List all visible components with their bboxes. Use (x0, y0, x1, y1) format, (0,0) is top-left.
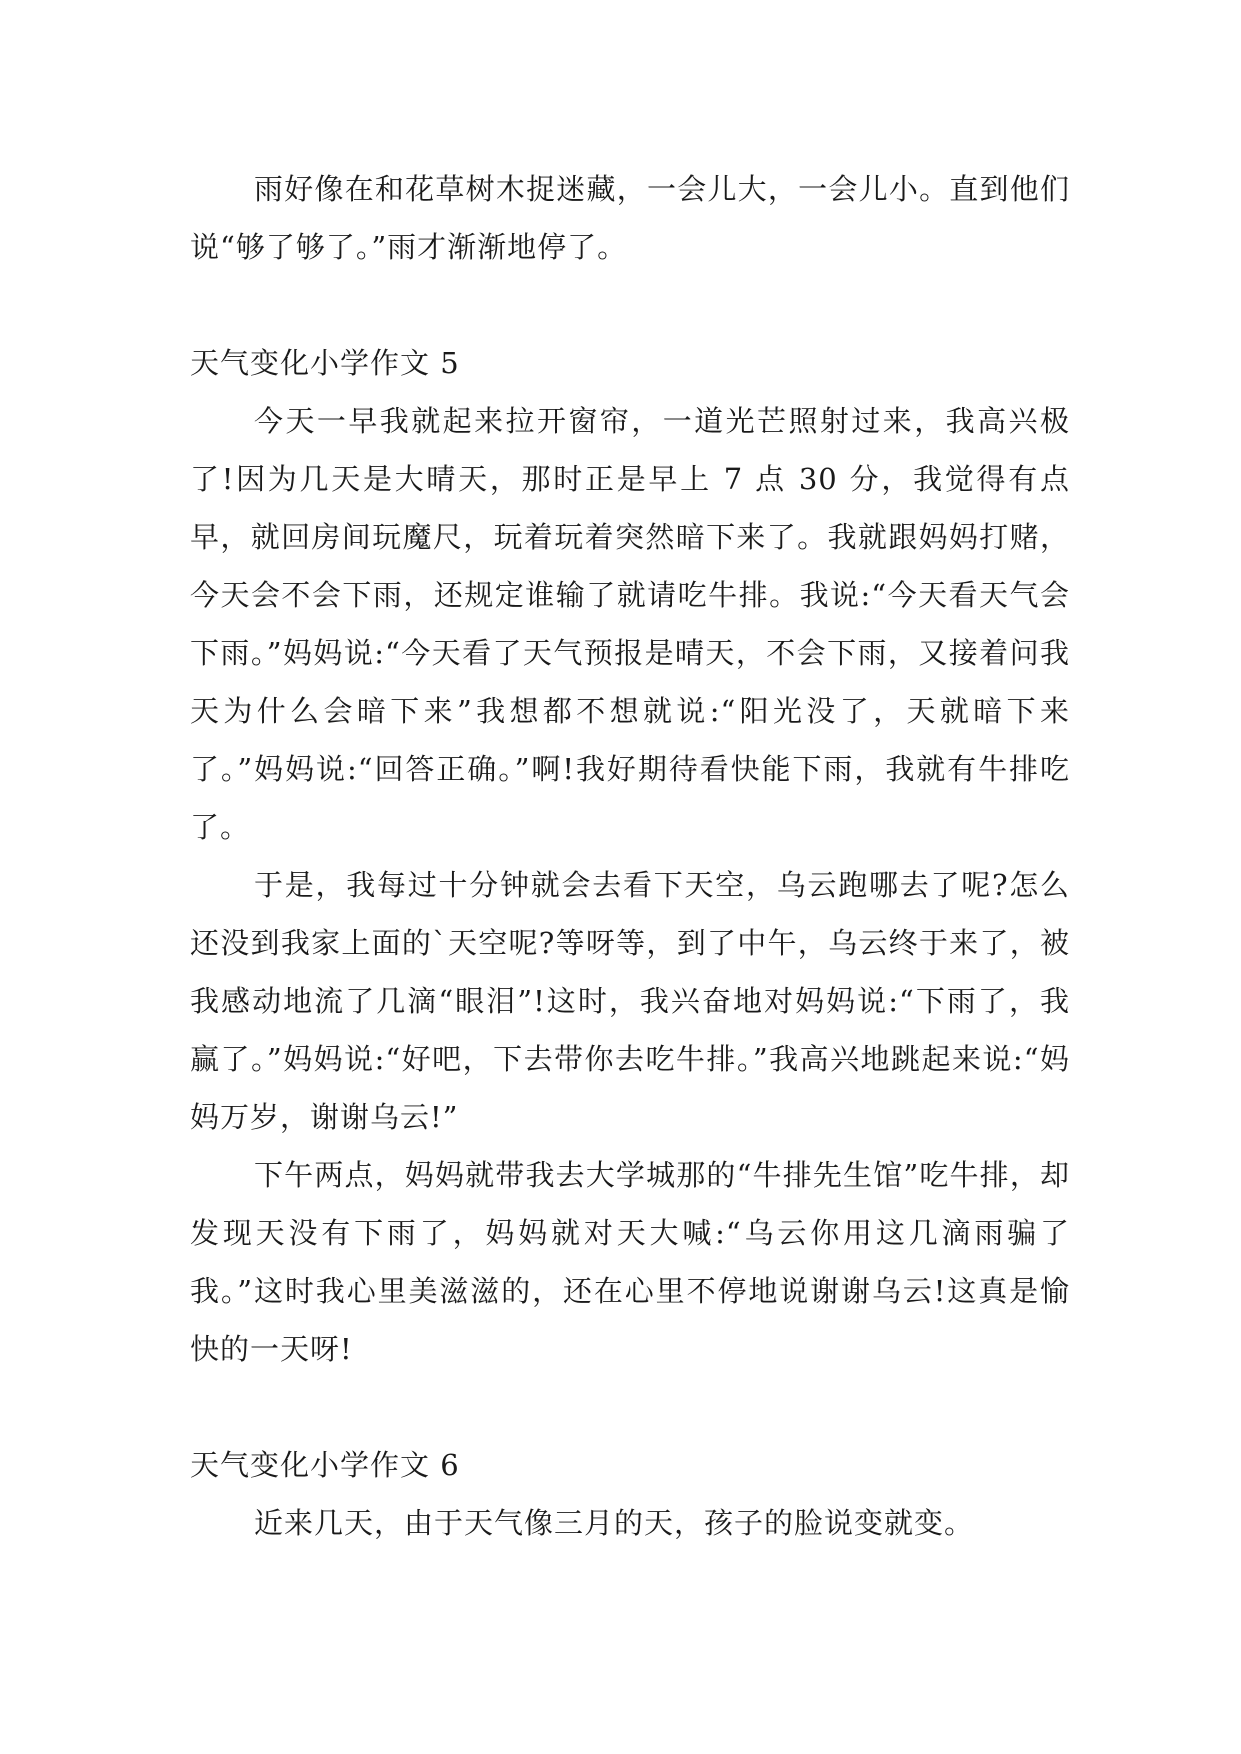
heading-essay-5: 天气变化小学作文 5 (190, 346, 460, 380)
section-spacer (190, 276, 1070, 334)
paragraph-essay-6-1: 近来几天，由于天气像三月的天，孩子的脸说变就变。 (254, 1506, 975, 1540)
document-page (190, 160, 1070, 1552)
paragraph-essay-5-1: 今天一早我就起来拉开窗帘，一道光芒照射过来，我高兴极了!因为几天是大晴天，那时正是早上 7 点 30 分，我觉得有点早，就回房间玩魔尺，玩着玩着突然暗下来了。我就跟妈妈打赌，今天会不会下雨，还规定谁输了就请吃牛排。我说:“今天看天气会下雨。”妈妈说:“今天看了天气预报是晴天，不会下雨，又接着问我天为什么会暗下来”我想都不想就说:“阳光没了，天就暗下来了。”妈妈说:“回答正确。”啊!我好期待看快能下雨，我就有牛排吃了。 (190, 404, 1070, 844)
paragraph-essay-5-2: 于是，我每过十分钟就会去看下天空，乌云跑哪去了呢?怎么还没到我家上面的`天空呢?等呀等，到了中午，乌云终于来了，被我感动地流了几滴“眼泪”!这时，我兴奋地对妈妈说:“下雨了，我赢了。”妈妈说:“好吧，下去带你去吃牛排。”我高兴地跳起来说:“妈妈万岁，谢谢乌云!” (190, 868, 1070, 1134)
heading-essay-6: 天气变化小学作文 6 (190, 1448, 460, 1482)
paragraph-essay-5-3: 下午两点，妈妈就带我去大学城那的“牛排先生馆”吃牛排，却发现天没有下雨了，妈妈就对天大喊:“乌云你用这几滴雨骗了我。”这时我心里美滋滋的，还在心里不停地说谢谢乌云!这真是愉快的一天呀! (190, 1158, 1070, 1366)
section-spacer (190, 1378, 1070, 1436)
paragraph-rain-hide-and-seek: 雨好像在和花草树木捉迷藏，一会儿大，一会儿小。直到他们说“够了够了。”雨才渐渐地停了。 (190, 172, 1070, 264)
